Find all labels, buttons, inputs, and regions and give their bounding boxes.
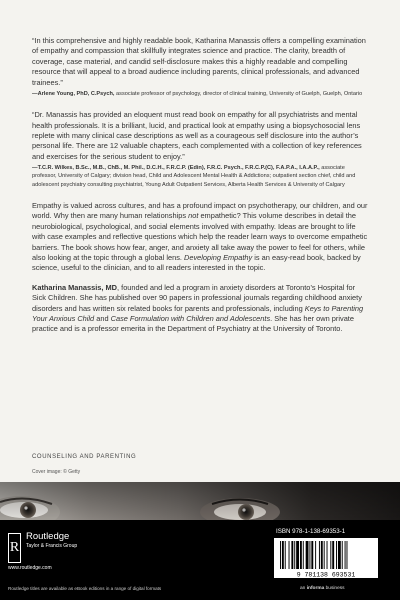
informa-business-label [300, 586, 345, 591]
endorser-affiliation-1: associate professor of psychology, director of clinical training, University of Guelph, Guelph, Ontario [116, 91, 363, 98]
author-name: Katharina Manassis, MD [32, 282, 118, 292]
publisher-footer [0, 520, 400, 600]
related-book-2: Case Formulation with Children and Adolescents [110, 313, 271, 323]
informa-prefix: an [300, 586, 306, 591]
cover-photo-strip [0, 482, 400, 520]
informa-suffix: business [325, 586, 345, 591]
description-part-1: Empathy is valued across cultures, and has a profound impact on psychotherapy, our children, and our world. Why then are many human relationships [32, 200, 368, 221]
isbn-label: ISBN 978-1-138-69353-1 [276, 528, 346, 535]
endorser-name-2: —T.C.R. Wilkes, B.Sc., M.B., ChB., M. Phil., D.C.H., F.R.C.P. (Edin), F.R.C. Psych., F.R.C.P.(C), F.A.P.A., I.A.A.P., [32, 165, 320, 172]
cover-image-credit: Cover image: © Getty [32, 469, 81, 475]
endorsement-quote-1: “In this comprehensive and highly readable book, Katharina Manassis offers a compelling examination of empathy and compassion that skillfully integrates science and practice. The clarity, breadth of coverage, case material, and candid self-disclosure makes this a highly readable and compelling resource that will appeal to a broad audience including parents, clinical professionals, and advanced trainees.” [32, 36, 366, 87]
barcode-graphic [274, 538, 378, 578]
bio-part-1: , founded and led a program in anxiety disorders at Toronto’s Hospital for Sick Children. She has published over 90 papers in professional journals regarding childhood anxiety disorders and has written six related books for parents and professionals, including [32, 282, 362, 313]
description-emphasis: not [188, 211, 199, 221]
related-book-1: Keys to Parenting Your Anxious Child [32, 303, 364, 323]
cover-text-area [32, 36, 370, 335]
ebook-availability-note: Routledge titles are available as eBook editions in a range of digital formats [8, 586, 162, 591]
author-bio [32, 283, 370, 335]
isbn-barcode [274, 538, 378, 578]
endorsement-quote-2: “Dr. Manassis has provided an eloquent must read book on empathy for all psychiatrists and mental health professionals. It is a brilliant, lucid, and practical look at empathy using a biopsychosocial lens replete with many clinical case descriptions as well as a courageous self disclosure into the author’s personal life. There are 12 valuable chapters, each complemented with a collection of key references and exercises for the serious student to enjoy.” [32, 110, 362, 161]
subject-category: COUNSELING AND PARENTING [32, 454, 137, 460]
bio-part-3: . She has her own private practice and is a professor emerita in the Department of Psychiatry at the University of Toronto. [32, 313, 354, 334]
publisher-url[interactable]: www.routledge.com [8, 565, 52, 571]
endorser-affiliation-2: associate professor, University of Calgary; division head, Child and Adolescent Mental Health & Addictions; outpatient section chief, child and adolescent psychiatry consulting psychiatrist, Young Adult Outpatient Services, Alberta Health Services & University of Calgary [32, 165, 356, 188]
description-part-2: empathetic? This volume describes in detail the neurobiological, psychological, and social elements involved with empathy. Ideas are brought to life with case examples and reflective questions which help the reader learn ways to overcome empathetic barriers. The book shows how fear, anger, and anxiety all take away the power to feel for others, while also looking at the topic through a global lens. [32, 211, 368, 262]
bio-part-2: and [94, 313, 111, 323]
endorser-name-1: —Arlene Young, PhD, C.Psych, [32, 91, 115, 98]
endorsement-attribution-1 [32, 90, 370, 98]
endorsement-attribution-2 [32, 164, 370, 189]
eyes-photo-illustration [0, 482, 400, 520]
description-part-3: is an easy-read book, backed by science, useful to the clinician, and to all readers interested in the topic. [32, 252, 361, 273]
publisher-name: Routledge [26, 531, 70, 542]
routledge-logo-letter: R [9, 540, 20, 555]
barcode-digits: 9 781138 693531 [296, 571, 356, 578]
book-description [32, 201, 370, 274]
publisher-group: Taylor & Francis Group [26, 543, 78, 549]
informa-brand: informa [306, 586, 325, 591]
book-title-inline: Developing Empathy [184, 252, 253, 262]
